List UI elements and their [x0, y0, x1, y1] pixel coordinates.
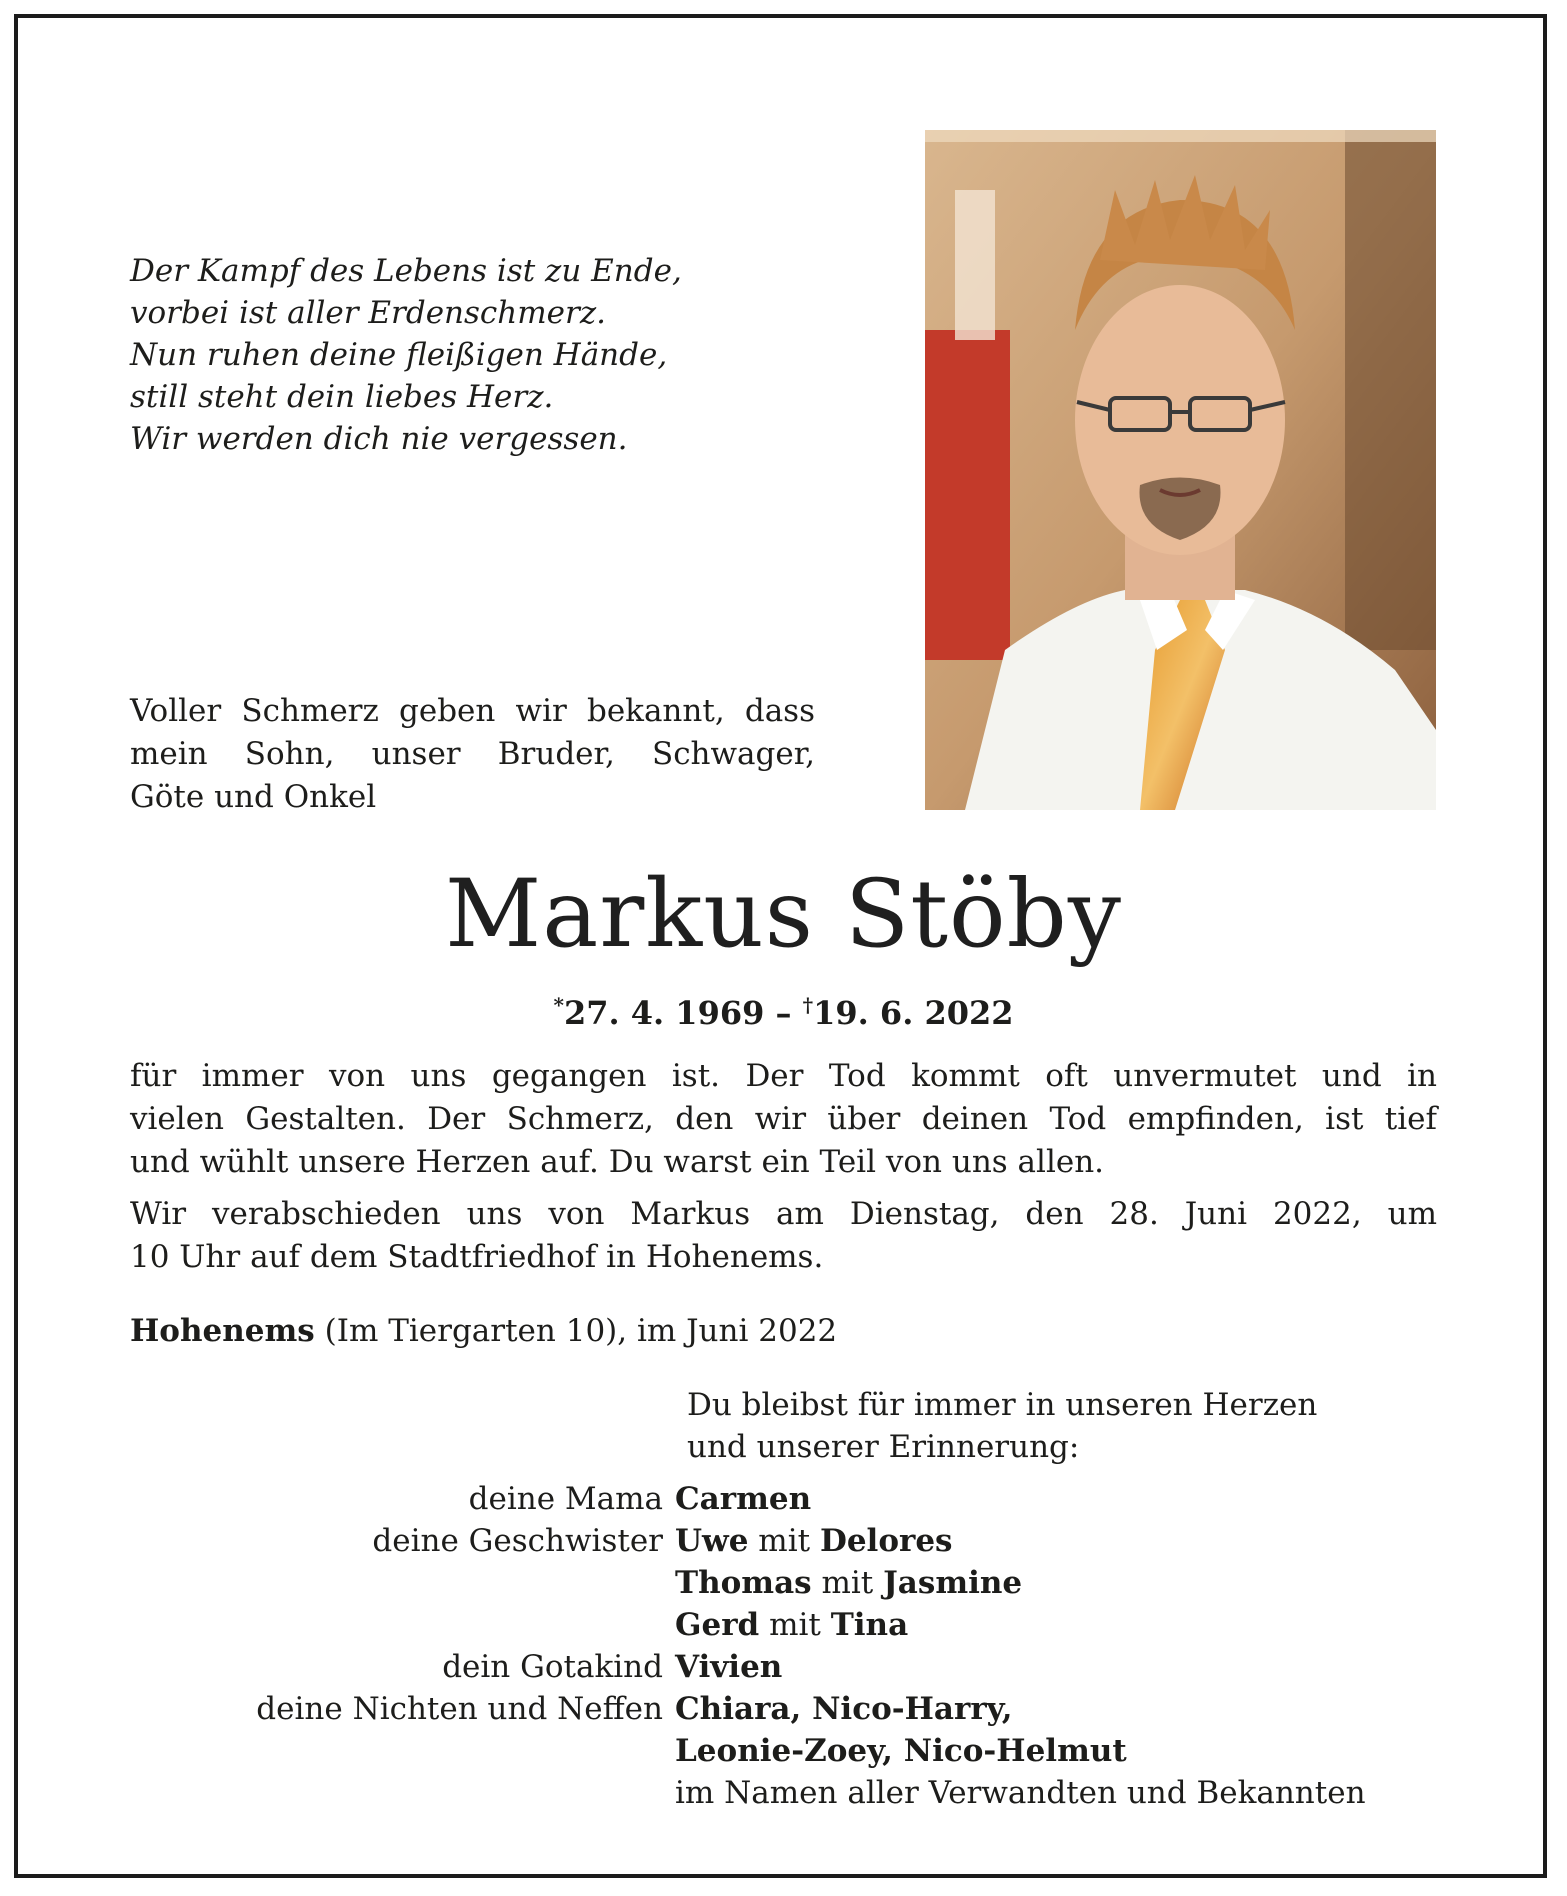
intro-line: Voller Schmerz geben wir bekannt, dass [130, 693, 815, 729]
paragraph-line: 10 Uhr auf dem Stadtfriedhof in Hohenems. [130, 1239, 824, 1275]
poem [130, 250, 750, 460]
paragraph-passing [130, 1055, 1437, 1184]
relation-label: deine Mama [468, 1481, 663, 1517]
paragraph-line: Wir verabschieden uns von Markus am Dienstag, den 28. Juni 2022, um [130, 1196, 1437, 1232]
poem-line: still steht dein liebes Herz. [130, 379, 554, 415]
mourner-name: Leonie-Zoey, Nico-Helmut [675, 1733, 1127, 1769]
relation-label: dein Gotakind [442, 1649, 663, 1685]
mourner-row [130, 1604, 1437, 1646]
birth-symbol: * [553, 993, 564, 1017]
mourner-name: Chiara, Nico-Harry, [675, 1691, 1013, 1727]
poem-line: Wir werden dich nie vergessen. [130, 421, 628, 457]
deceased-name: Markus Stöby [445, 860, 1122, 969]
place-town: Hohenems [130, 1313, 315, 1349]
date-separator: – [764, 994, 803, 1032]
closing-line: Du bleibst für immer in unseren Herzen [687, 1387, 1318, 1423]
mourner-connector: mit [748, 1523, 820, 1559]
mourner-name: Carmen [675, 1481, 812, 1517]
mourner-name: Jasmine [883, 1565, 1023, 1601]
place-address-date: (Im Tiergarten 10), im Juni 2022 [314, 1313, 838, 1349]
mourner-row [130, 1562, 1437, 1604]
mourner-row [130, 1688, 1437, 1730]
mourner-name: Tina [830, 1607, 909, 1643]
portrait-illustration [925, 130, 1436, 810]
mourner-row [130, 1478, 1437, 1520]
mourner-row [130, 1646, 1437, 1688]
intro-line: Göte und Onkel [130, 779, 377, 815]
final-line: im Namen aller Verwandten und Bekannten [675, 1775, 1366, 1811]
relation-label: deine Nichten und Neffen [256, 1691, 663, 1727]
death-symbol: † [802, 993, 814, 1017]
mourner-row [130, 1772, 1437, 1814]
portrait-photo [925, 130, 1436, 810]
paragraph-line: für immer von uns gegangen ist. Der Tod kommt oft unvermutet und in [130, 1058, 1437, 1094]
mourner-name: Thomas [675, 1565, 812, 1601]
relation-label: deine Geschwister [372, 1523, 663, 1559]
mourner-connector: mit [759, 1607, 831, 1643]
mourner-connector: mit [811, 1565, 884, 1601]
place-date [130, 1310, 837, 1353]
mourner-name: Uwe [675, 1523, 749, 1559]
mourner-row [130, 1520, 1437, 1562]
closing-lines [687, 1384, 1317, 1468]
life-dates [0, 985, 1567, 1033]
announcement-intro [130, 690, 815, 819]
intro-line: mein Sohn, unser Bruder, Schwager, [130, 736, 815, 772]
closing-line: und unserer Erinnerung: [687, 1429, 1080, 1465]
death-date: 19. 6. 2022 [813, 994, 1014, 1032]
mourner-name: Vivien [675, 1649, 783, 1685]
birth-date: 27. 4. 1969 [563, 994, 765, 1032]
mourner-name: Delores [819, 1523, 953, 1559]
paragraph-line: vielen Gestalten. Der Schmerz, den wir über deinen Tod empfinden, ist tief [130, 1101, 1437, 1137]
paragraph-line: und wühlt unsere Herzen auf. Du warst ein Teil von uns allen. [130, 1144, 1105, 1180]
mourners-list [130, 1478, 1437, 1814]
paragraph-funeral [130, 1193, 1437, 1279]
poem-line: vorbei ist aller Erdenschmerz. [130, 295, 607, 331]
poem-line: Nun ruhen deine fleißigen Hände, [130, 337, 668, 373]
mourner-row [130, 1730, 1437, 1772]
poem-line: Der Kampf des Lebens ist zu Ende, [130, 253, 682, 289]
mourner-name: Gerd [675, 1607, 760, 1643]
